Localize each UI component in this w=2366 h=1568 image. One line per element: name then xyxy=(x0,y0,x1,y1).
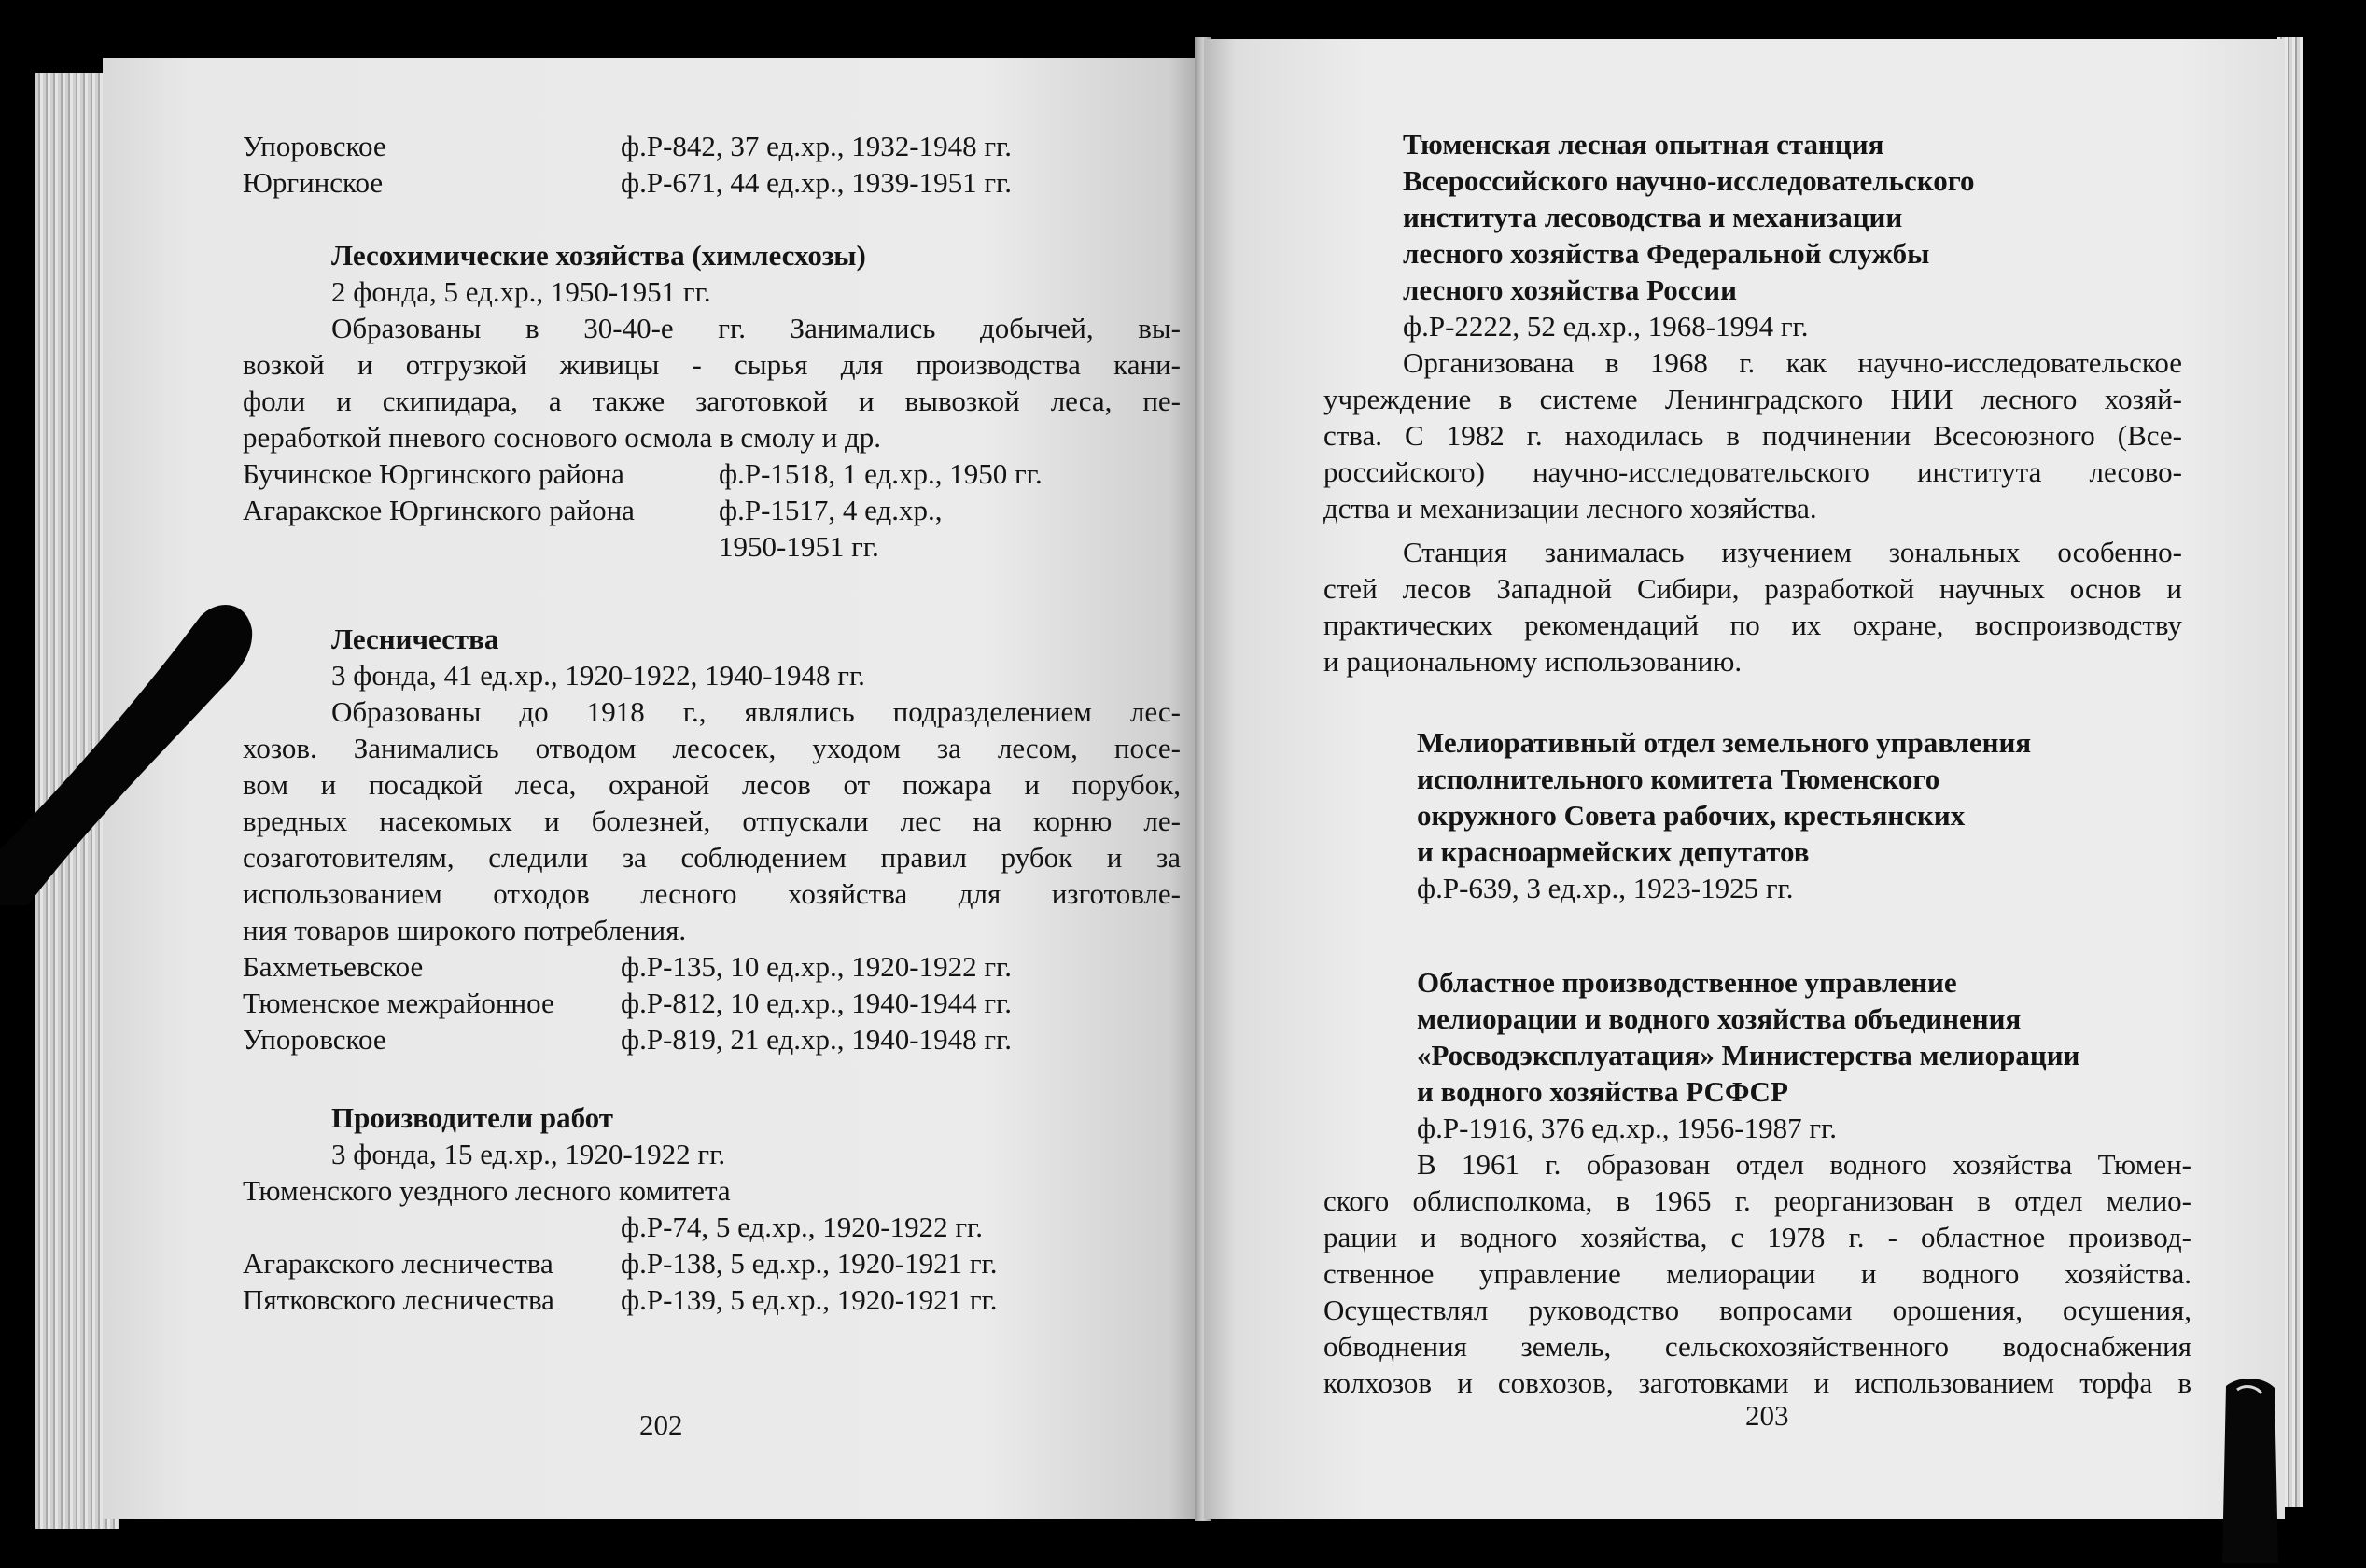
section-summary: ф.Р-1916, 376 ед.хр., 1956-1987 гг. xyxy=(1417,1112,1838,1144)
section-heading-chemical: Лесохимические хозяйства (химлесхозы) xyxy=(331,239,866,272)
fund-ref: ф.Р-842, 37 ед.хр., 1932-1948 гг. xyxy=(621,130,1013,162)
paragraph-line: вредных насекомых и болезней, отпускали лес на корню ле- xyxy=(243,805,1181,837)
fund-row xyxy=(243,1245,1181,1281)
section-heading-works: Производители работ xyxy=(331,1101,613,1134)
fund-ref: ф.Р-1517, 4 ед.хр., xyxy=(719,494,943,526)
fund-name: Упоровское xyxy=(243,130,386,162)
section-paragraph xyxy=(1323,534,2182,679)
section-summary: ф.Р-639, 3 ед.хр., 1923-1925 гг. xyxy=(1417,872,1794,904)
heading-line: Мелиоративный отдел земельного управления xyxy=(1417,726,2032,759)
section-heading-station xyxy=(1323,126,2182,308)
section-summary: 2 фонда, 5 ед.хр., 1950-1951 гг. xyxy=(331,275,711,308)
section-paragraph xyxy=(1323,344,2182,526)
heading-line: и водного хозяйства РСФСР xyxy=(1417,1075,1788,1108)
page-number: 203 xyxy=(1745,1399,1789,1432)
fund-ref: ф.Р-812, 10 ед.хр., 1940-1944 гг. xyxy=(621,987,1013,1019)
heading-line: и красноармейских депутатов xyxy=(1417,835,1810,868)
bookmark-shadow-left xyxy=(0,597,280,905)
fund-name: Упоровское xyxy=(243,1023,386,1056)
paragraph-line: учреждение в системе Ленинградского НИИ лесного хозяй- xyxy=(1323,383,2182,415)
section-heading-regional xyxy=(1323,964,2182,1110)
paragraph-line: Станция занималась изучением зональных особенно- xyxy=(1403,536,2182,568)
fund-name: Пятковского лесничества xyxy=(243,1283,554,1316)
fund-name: Тюменского уездного лесного комитета xyxy=(243,1174,731,1207)
section-paragraph xyxy=(1323,1146,2191,1401)
paragraph-line: Образованы до 1918 г., являлись подразделением лес- xyxy=(331,695,1181,728)
section-paragraph xyxy=(243,693,1181,948)
paragraph-line: ственное управление мелиорации и водного хозяйства. xyxy=(1323,1257,2191,1290)
paragraph-line: обводнения земель, сельскохозяйственного водоснабжения xyxy=(1323,1330,2191,1363)
paragraph-line: Организована в 1968 г. как научно-исследовательское xyxy=(1403,346,2182,379)
right-page-text xyxy=(1323,126,2191,1401)
fund-ref: ф.Р-74, 5 ед.хр., 1920-1922 гг. xyxy=(621,1211,984,1243)
left-page-text xyxy=(243,128,1181,1318)
paragraph-line: хозов. Занимались отводом лесосек, уходом за лесом, посе- xyxy=(243,732,1181,764)
heading-line: окружного Совета рабочих, крестьянских xyxy=(1417,799,1966,832)
section-summary: 3 фонда, 41 ед.хр., 1920-1922, 1940-1948 гг. xyxy=(331,659,865,692)
paragraph-line: российского) научно-исследовательского института лесово- xyxy=(1323,455,2182,488)
paragraph-line: созаготовителям, следили за соблюдением правил рубок и за xyxy=(243,841,1181,874)
paragraph-line: ства. С 1982 г. находилась в подчинении Всесоюзного (Все- xyxy=(1323,419,2182,452)
heading-line: Всероссийского научно-исследовательского xyxy=(1403,164,1975,197)
fund-name: Бучинское Юргинского района xyxy=(243,457,624,490)
fund-row xyxy=(243,1021,1181,1057)
heading-line: Областное производственное управление xyxy=(1417,966,1957,999)
section-heading-forestry: Лесничества xyxy=(331,623,499,655)
paragraph-line: стей лесов Западной Сибири, разработкой научных основ и xyxy=(1323,572,2182,605)
section-paragraph xyxy=(243,310,1181,455)
paragraph-line: практических рекомендаций по их охране, воспроизводству xyxy=(1323,609,2182,641)
fund-name: Агаракского лесничества xyxy=(243,1247,553,1280)
paragraph-line: фоли и скипидара, а также заготовкой и вывозкой леса, пе- xyxy=(243,385,1181,417)
section-summary: 3 фонда, 15 ед.хр., 1920-1922 гг. xyxy=(331,1138,726,1170)
fund-name: Тюменское межрайонное xyxy=(243,987,554,1019)
fund-ref: ф.Р-1518, 1 ед.хр., 1950 гг. xyxy=(719,457,1043,490)
fund-row xyxy=(243,948,1181,985)
paragraph-line: ского облисполкома, в 1965 г. реорганизован в отдел мелио- xyxy=(1323,1184,2191,1217)
heading-line: лесного хозяйства Федеральной службы xyxy=(1403,237,1930,270)
fund-ref: ф.Р-138, 5 ед.хр., 1920-1921 гг. xyxy=(621,1247,998,1280)
paragraph-line: Образованы в 30-40-е гг. Занимались добычей, вы- xyxy=(331,312,1181,344)
heading-line: лесного хозяйства России xyxy=(1403,273,1737,306)
right-page xyxy=(1204,39,2285,1519)
fund-ref: ф.Р-819, 21 ед.хр., 1940-1948 гг. xyxy=(621,1023,1013,1056)
paragraph-line: возкой и отгрузкой живицы - сырья для производства кани- xyxy=(243,348,1181,381)
heading-line: Тюменская лесная опытная станция xyxy=(1403,128,1884,161)
fund-ref-continued: 1950-1951 гг. xyxy=(719,530,879,563)
paragraph-line: В 1961 г. образован отдел водного хозяйства Тюмен- xyxy=(1417,1148,2191,1181)
heading-line: мелиорации и водного хозяйства объединения xyxy=(1417,1002,2022,1035)
fund-ref: ф.Р-671, 44 ед.хр., 1939-1951 гг. xyxy=(621,166,1013,199)
fund-row xyxy=(243,1281,1181,1318)
paragraph-line: и рациональному использованию. xyxy=(1323,645,1743,678)
heading-line: исполнительного комитета Тюменского xyxy=(1417,763,1940,795)
paragraph-line: вом и посадкой леса, охраной лесов от пожара и порубок, xyxy=(243,768,1181,801)
fund-name: Агаракское Юргинского района xyxy=(243,494,635,526)
fund-name: Юргинское xyxy=(243,166,384,199)
heading-line: «Росводэксплуатация» Министерства мелиорации xyxy=(1417,1039,2080,1071)
fund-row xyxy=(243,455,1181,492)
paragraph-line: использованием отходов лесного хозяйства для изготовле- xyxy=(243,877,1181,910)
fund-ref: ф.Р-139, 5 ед.хр., 1920-1921 гг. xyxy=(621,1283,998,1316)
fund-row xyxy=(243,985,1181,1021)
heading-line: института лесоводства и механизации xyxy=(1403,201,1903,233)
paragraph-line: Осуществлял руководство вопросами орошения, осушения, xyxy=(1323,1294,2191,1326)
fund-row xyxy=(243,492,1181,528)
paragraph-line: колхозов и совхозов, заготовками и использованием торфа в xyxy=(1323,1366,2191,1399)
fund-row xyxy=(243,128,1181,164)
fund-name: Бахметьевское xyxy=(243,950,424,983)
paragraph-line: реработкой пневого соснового осмола в смолу и др. xyxy=(243,421,881,454)
bookmark-ribbon-right xyxy=(2217,1377,2282,1563)
page-number: 202 xyxy=(639,1408,683,1441)
section-summary: ф.Р-2222, 52 ед.хр., 1968-1994 гг. xyxy=(1403,310,1809,343)
fund-ref: ф.Р-135, 10 ед.хр., 1920-1922 гг. xyxy=(621,950,1013,983)
section-heading-melior xyxy=(1323,724,2182,870)
paragraph-line: рации и водного хозяйства, с 1978 г. - областное производ- xyxy=(1323,1221,2191,1253)
paragraph-line: ния товаров широкого потребления. xyxy=(243,914,687,946)
fund-row xyxy=(243,164,1181,201)
paragraph-line: дства и механизации лесного хозяйства. xyxy=(1323,492,1817,525)
